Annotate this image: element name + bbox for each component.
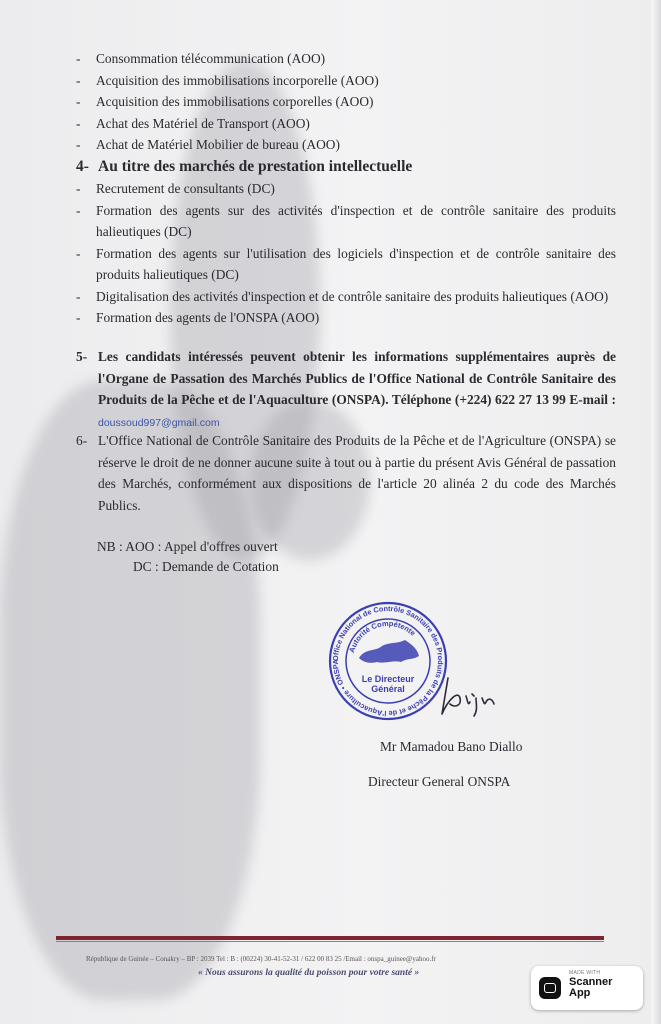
section-6-text: L'Office National de Contrôle Sanitaire des Produits de la Pêche et de l'Agriculture (ONSPA) se réserve le droit de ne donner aucune suite à tout ou à partie du présent Avis Général de passation des Marchés, conformément aux dispositions de l'article 20 alinéa 2 du code des Marchés Publics.: [98, 433, 616, 513]
list-item-text: Acquisition des immobilisations incorporelle (AOO): [96, 72, 379, 88]
scanner-app-badge[interactable]: [531, 966, 643, 1010]
list-item: [76, 134, 616, 156]
bullet-dash: -: [76, 51, 81, 66]
footer-address: République de Guinée – Conakry – BP : 2039 Tel : B : (00224) 30-41-52-31 / 622 00 83 25 /Email : onspa_guinee@yahoo.fr: [86, 955, 436, 963]
list-item: [76, 307, 616, 329]
bullet-dash: -: [76, 288, 81, 304]
list-item: [76, 178, 616, 200]
section-5: [76, 346, 616, 434]
bullet-dash: -: [76, 310, 81, 325]
bullet-dash: -: [76, 115, 81, 131]
list-item-text: Recrutement de consultants (DC): [96, 181, 275, 196]
list-item-text: Formation des agents de l'ONSPA (AOO): [96, 310, 320, 325]
list-item: [76, 91, 616, 113]
page-edge: [651, 0, 661, 1024]
nb-line-dc: DC : Demande de Cotation: [133, 559, 279, 574]
section-5-number: 5-: [76, 349, 88, 364]
section-4-title: Au titre des marchés de prestation intellectuelle: [98, 158, 413, 175]
section-5-text: [98, 346, 616, 434]
section-4-number: 4-: [76, 158, 89, 175]
list-item: [76, 243, 616, 286]
bullet-dash: -: [76, 72, 81, 88]
list-item: [76, 286, 616, 308]
list-item: [76, 48, 616, 70]
footer-slogan: « Nous assurons la qualité du poisson pour votre santé »: [198, 968, 420, 978]
scanner-app-icon: [539, 977, 561, 999]
list-item-text: Consommation télécommunication (AOO): [96, 51, 326, 66]
stamp-role-2: Général: [371, 684, 405, 694]
footer-rule: [56, 936, 604, 940]
handwritten-signature: [428, 672, 508, 723]
section-6-number: 6-: [76, 433, 88, 448]
section-4: [76, 156, 616, 178]
stamp-role-1: Le Directeur: [361, 674, 415, 684]
badge-app-name-1: Scanner: [569, 976, 613, 988]
section-5-body: Les candidats intéressés peuvent obtenir les informations supplémentaires auprès de l'Organe de Passation des Marchés Publics de l'Office National de Contrôle Sanitaire des Produits de la Pêche et de l'Aquaculture (ONSPA). Téléphone (+224) 622 27 13 99 E-mail :: [98, 349, 616, 407]
badge-app-name-2: App: [569, 987, 591, 999]
list-item-text: Formation des agents sur l'utilisation des logiciels d'inspection et de contrôle sanitaire des produits halieutiques (DC): [96, 245, 616, 282]
nb-line-aoo: NB : AOO : Appel d'offres ouvert: [97, 539, 278, 554]
bullet-dash: -: [76, 245, 81, 261]
list-item-text: Digitalisation des activités d'inspection et de contrôle sanitaire des produits halieutiques (AOO): [96, 288, 609, 304]
list-item-text: Formation des agents sur des activités d'inspection et de contrôle sanitaire des produits halieutiques (DC): [96, 202, 616, 239]
stamp-ring-text: Office National de Contrôle Sanitaire des Produits de la Pêche et de l'Aquaculture • ONSPA: [330, 603, 446, 719]
bullet-dash: -: [76, 181, 81, 196]
contact-email[interactable]: doussoud997@gmail.com: [98, 416, 220, 429]
stamp-inner-text: Autorité Compétente: [347, 618, 418, 654]
list-item: [76, 70, 616, 92]
section-6: [76, 430, 616, 516]
list-item-text: Acquisition des immobilisations corporelles (AOO): [96, 94, 374, 109]
badge-app-name: [569, 977, 612, 999]
list-item-text: Achat des Matériel de Transport (AOO): [96, 115, 310, 131]
list-item: [76, 113, 616, 135]
nb-legend: [97, 537, 279, 577]
badge-made-with: MADE WITH: [569, 970, 601, 976]
list-item-text: Achat de Matériel Mobilier de bureau (AOO): [96, 137, 340, 152]
bullets-top: [76, 48, 616, 156]
signatory-title: Directeur General ONSPA: [368, 774, 511, 789]
bullet-dash: -: [76, 94, 81, 109]
list-item: [76, 200, 616, 243]
bullet-dash: -: [76, 202, 81, 218]
bullets-mid: [76, 178, 616, 329]
signatory-name: Mr Mamadou Bano Diallo: [380, 739, 523, 754]
bullet-dash: -: [76, 137, 81, 152]
footer-rule-thin: [56, 941, 604, 942]
